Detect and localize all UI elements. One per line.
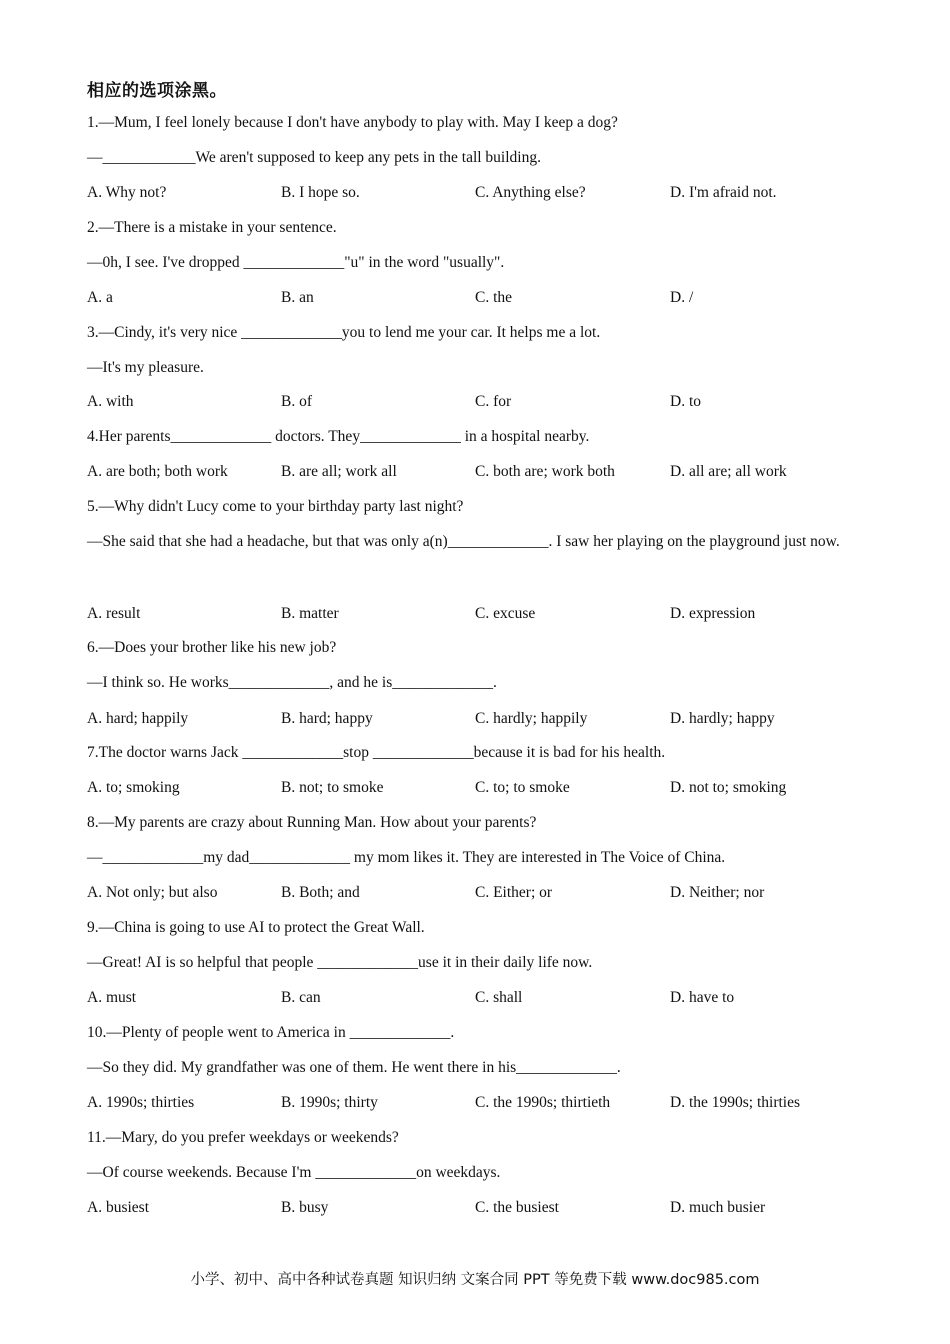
question-3-option-c[interactable]: C. for xyxy=(475,393,512,410)
question-1-line-2: —____________We aren't supposed to keep any pets in the tall building. xyxy=(87,149,541,166)
question-6-option-b[interactable]: B. hard; happy xyxy=(281,710,373,727)
question-2-option-c[interactable]: C. the xyxy=(475,289,513,306)
question-11-option-a[interactable]: A. busiest xyxy=(87,1199,149,1216)
question-7-option-c[interactable]: C. to; to smoke xyxy=(475,779,570,796)
question-8-option-a[interactable]: A. Not only; but also xyxy=(87,884,218,901)
question-2-option-b[interactable]: B. an xyxy=(281,289,314,306)
question-9-option-d[interactable]: D. have to xyxy=(670,989,735,1006)
question-11-option-b[interactable]: B. busy xyxy=(281,1199,329,1216)
question-6-option-a[interactable]: A. hard; happily xyxy=(87,710,189,727)
question-10-option-c[interactable]: C. the 1990s; thirtieth xyxy=(475,1094,611,1111)
question-7-option-b[interactable]: B. not; to smoke xyxy=(281,779,384,796)
question-9-line-1: 9.—China is going to use AI to protect the Great Wall. xyxy=(87,919,425,936)
question-11-option-d[interactable]: D. much busier xyxy=(670,1199,766,1216)
question-5-option-a[interactable]: A. result xyxy=(87,605,141,622)
question-2-option-d[interactable]: D. / xyxy=(670,289,694,306)
question-7-option-a[interactable]: A. to; smoking xyxy=(87,779,180,796)
question-9-option-c[interactable]: C. shall xyxy=(475,989,523,1006)
question-10-option-a[interactable]: A. 1990s; thirties xyxy=(87,1094,195,1111)
question-4-option-b[interactable]: B. are all; work all xyxy=(281,463,397,480)
question-4-option-c[interactable]: C. both are; work both xyxy=(475,463,615,480)
question-1-option-a[interactable]: A. Why not? xyxy=(87,184,167,201)
question-5-line-2: —She said that she had a headache, but that was only a(n)_____________. I saw her playing on the playground just now. xyxy=(87,533,840,550)
question-8-line-1: 8.—My parents are crazy about Running Man. How about your parents? xyxy=(87,814,537,831)
question-5-option-d[interactable]: D. expression xyxy=(670,605,756,622)
question-3-line-2: —It's my pleasure. xyxy=(87,359,204,376)
question-11-option-c[interactable]: C. the busiest xyxy=(475,1199,559,1216)
question-2-line-2: —0h, I see. I've dropped _____________"u" in the word "usually". xyxy=(87,254,505,271)
question-3-line-1: 3.—Cindy, it's very nice _____________you to lend me your car. It helps me a lot. xyxy=(87,324,601,341)
question-3-option-b[interactable]: B. of xyxy=(281,393,312,410)
question-6-option-c[interactable]: C. hardly; happily xyxy=(475,710,588,727)
question-6-option-d[interactable]: D. hardly; happy xyxy=(670,710,775,727)
question-5-option-b[interactable]: B. matter xyxy=(281,605,339,622)
question-5-line-1: 5.—Why didn't Lucy come to your birthday party last night? xyxy=(87,498,464,515)
question-10-option-d[interactable]: D. the 1990s; thirties xyxy=(670,1094,801,1111)
question-1-option-c[interactable]: C. Anything else? xyxy=(475,184,586,201)
question-3-option-a[interactable]: A. with xyxy=(87,393,134,410)
question-10-line-1: 10.—Plenty of people went to America in _____________. xyxy=(87,1024,455,1041)
page-footer: 小学、初中、高中各种试卷真题 知识归纳 文案合同 PPT 等免费下载 www.doc985.com xyxy=(190,1272,760,1288)
question-8-line-2: —_____________my dad_____________ my mom likes it. They are interested in The Voice of China. xyxy=(87,849,726,866)
question-7-line-1: 7.The doctor warns Jack _____________stop _____________because it is bad for his health. xyxy=(87,744,666,761)
question-8-option-c[interactable]: C. Either; or xyxy=(475,884,553,901)
question-1-option-d[interactable]: D. I'm afraid not. xyxy=(670,184,777,201)
question-9-option-a[interactable]: A. must xyxy=(87,989,137,1006)
question-2-line-1: 2.—There is a mistake in your sentence. xyxy=(87,219,337,236)
question-8-option-d[interactable]: D. Neither; nor xyxy=(670,884,765,901)
question-7-option-d[interactable]: D. not to; smoking xyxy=(670,779,787,796)
section-instruction: 相应的选项涂黑。 xyxy=(87,81,227,101)
question-6-line-2: —I think so. He works_____________, and he is_____________. xyxy=(87,674,497,691)
question-1-option-b[interactable]: B. I hope so. xyxy=(281,184,360,201)
question-4-option-d[interactable]: D. all are; all work xyxy=(670,463,787,480)
question-3-option-d[interactable]: D. to xyxy=(670,393,701,410)
question-8-option-b[interactable]: B. Both; and xyxy=(281,884,360,901)
question-1-line-1: 1.—Mum, I feel lonely because I don't have anybody to play with. May I keep a dog? xyxy=(87,114,618,131)
question-5-option-c[interactable]: C. excuse xyxy=(475,605,536,622)
question-11-line-2: —Of course weekends. Because I'm _____________on weekdays. xyxy=(87,1164,501,1181)
question-4-line-1: 4.Her parents_____________ doctors. They_____________ in a hospital nearby. xyxy=(87,428,590,445)
question-4-option-a[interactable]: A. are both; both work xyxy=(87,463,228,480)
question-10-line-2: —So they did. My grandfather was one of them. He went there in his_____________. xyxy=(87,1059,621,1076)
question-9-line-2: —Great! AI is so helpful that people _____________use it in their daily life now. xyxy=(87,954,593,971)
question-10-option-b[interactable]: B. 1990s; thirty xyxy=(281,1094,378,1111)
question-6-line-1: 6.—Does your brother like his new job? xyxy=(87,639,337,656)
question-9-option-b[interactable]: B. can xyxy=(281,989,321,1006)
question-2-option-a[interactable]: A. a xyxy=(87,289,113,306)
question-11-line-1: 11.—Mary, do you prefer weekdays or weekends? xyxy=(87,1129,399,1146)
